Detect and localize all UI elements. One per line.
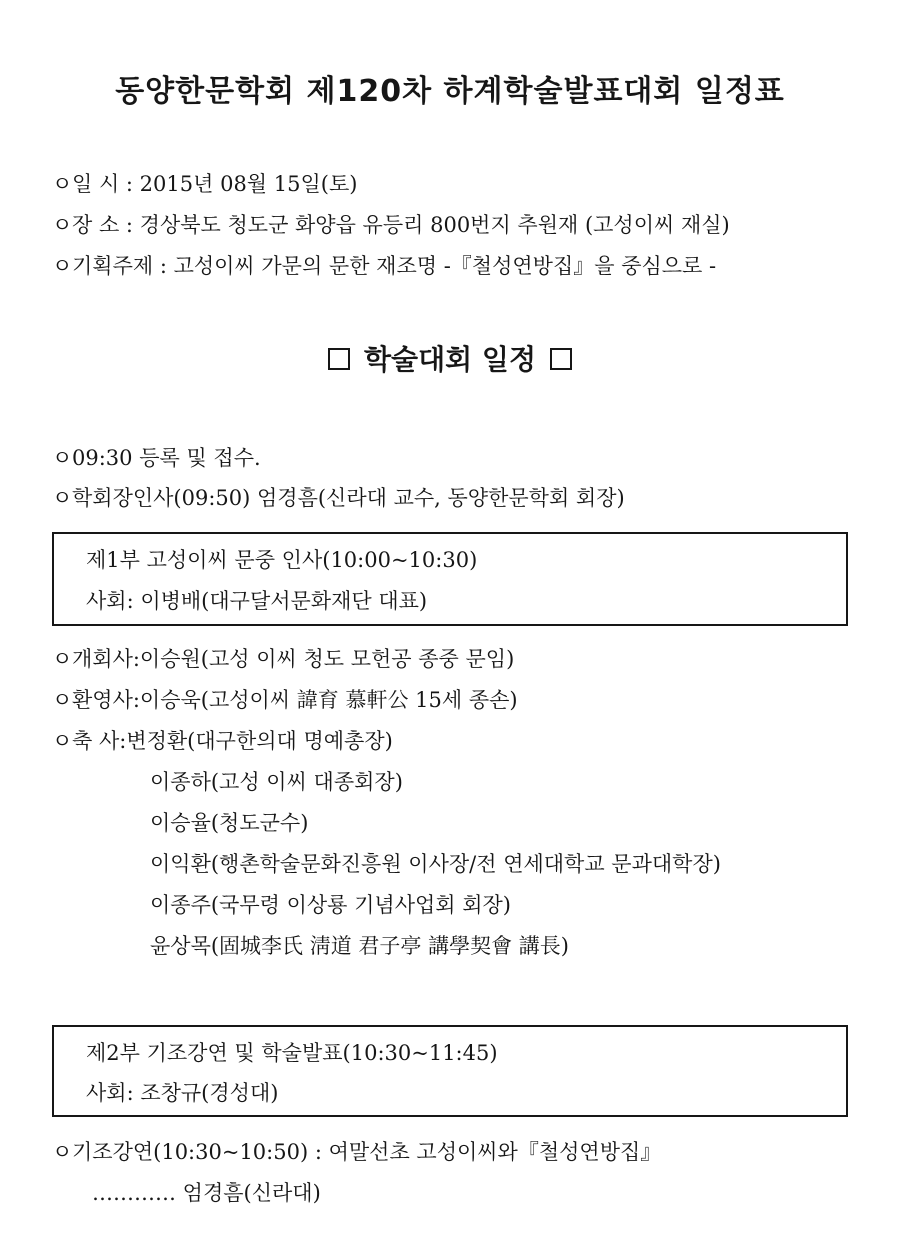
- page-title: 동양한문학회 제120차 하계학술발표대회 일정표: [115, 74, 785, 109]
- opening-text: 개회사:이승원(고성 이씨 청도 모헌공 종중 문임): [72, 647, 515, 671]
- info-place: [52, 211, 730, 239]
- info-date: [52, 170, 357, 198]
- schedule-greeting: [52, 484, 625, 512]
- section-heading: [0, 338, 900, 378]
- welcome-text: 환영사:이승욱(고성이씨 諱育 慕軒公 15세 종손): [72, 688, 518, 712]
- congrats-speaker: 이종주(국무령 이상룡 기념사업회 회장): [150, 893, 511, 917]
- section-title: 학술대회 일정: [363, 343, 537, 376]
- congrats-label: 축 사:: [72, 729, 127, 753]
- keynote-presenter: ………… 엄경흠(신라대): [92, 1181, 321, 1205]
- keynote-line: [52, 1138, 661, 1166]
- bullet-mark: ㅇ: [52, 1140, 73, 1164]
- greeting-text: 학회장인사(09:50) 엄경흠(신라대 교수, 동양한문학회 회장): [72, 486, 625, 510]
- bullet-mark: ㅇ: [52, 729, 73, 753]
- bullet-mark: ㅇ: [52, 172, 73, 196]
- congrats-speaker: 변정환(대구한의대 명예총장): [126, 729, 393, 753]
- part2-host: 사회: 조창규(경성대): [86, 1081, 279, 1105]
- bullet-mark: ㅇ: [52, 486, 73, 510]
- square-icon: [550, 348, 572, 370]
- part1-title: 제1부 고성이씨 문중 인사(10:00~10:30): [86, 548, 478, 572]
- info-theme: [52, 252, 716, 280]
- square-icon: [328, 348, 350, 370]
- opening-address: [52, 645, 514, 673]
- congrats-speaker: 이익환(행촌학술문화진흥원 이사장/전 연세대학교 문과대학장): [150, 852, 721, 876]
- info-theme-text: 기획주제 : 고성이씨 가문의 문한 재조명 -『철성연방집』을 중심으로 -: [72, 254, 717, 278]
- part1-box: [52, 532, 848, 626]
- part2-box: [52, 1025, 848, 1117]
- info-place-text: 장 소 : 경상북도 청도군 화양읍 유등리 800번지 추원재 (고성이씨 재실): [72, 213, 730, 237]
- part1-host: 사회: 이병배(대구달서문화재단 대표): [86, 589, 428, 613]
- bullet-mark: ㅇ: [52, 213, 73, 237]
- info-date-text: 일 시 : 2015년 08월 15일(토): [72, 172, 358, 196]
- registration-text: 09:30 등록 및 접수.: [72, 446, 261, 470]
- congrats-speaker: 이승율(청도군수): [150, 811, 309, 835]
- congrats-speaker: 이종하(고성 이씨 대종회장): [150, 770, 403, 794]
- part2-title: 제2부 기조강연 및 학술발표(10:30~11:45): [86, 1041, 498, 1065]
- keynote-text: 기조강연(10:30~10:50) : 여말선초 고성이씨와『철성연방집』: [72, 1140, 662, 1164]
- welcome-address: [52, 686, 518, 714]
- congrats-row-0: [52, 727, 393, 755]
- bullet-mark: ㅇ: [52, 688, 73, 712]
- bullet-mark: ㅇ: [52, 446, 73, 470]
- schedule-registration: [52, 444, 261, 472]
- bullet-mark: ㅇ: [52, 647, 73, 671]
- congrats-speaker: 윤상목(固城李氏 淸道 君子亭 講學契會 講長): [150, 934, 569, 958]
- bullet-mark: ㅇ: [52, 254, 73, 278]
